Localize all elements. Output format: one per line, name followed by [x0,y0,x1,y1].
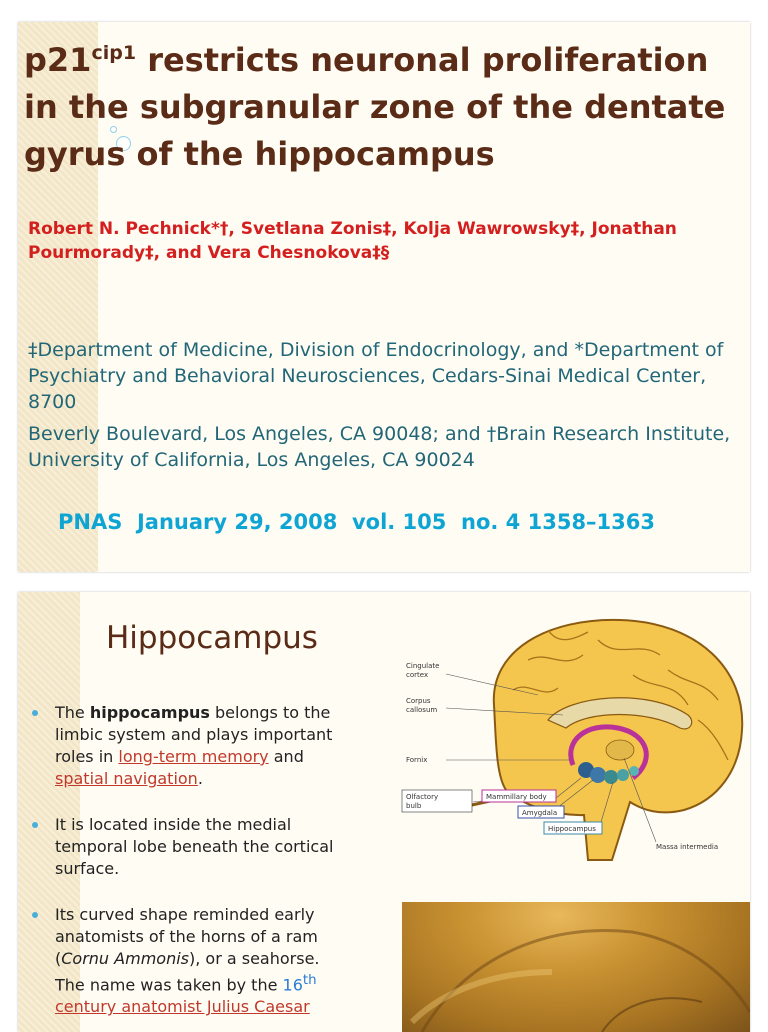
title-slide [18,22,750,572]
label-massa: Massa intermedia [656,843,719,851]
list-item: The hippocampus belongs to the limbic system and plays important roles in long-term memory and spatial navigation. [28,702,348,790]
label-fornix: Fornix [406,756,428,764]
label-cingulate: Cingulate [406,662,440,670]
label-corpus: Corpus [406,697,431,705]
label-mammillary: Mammillary body [486,793,547,801]
list-item: It is located inside the medial temporal lobe beneath the cortical surface. [28,814,348,880]
label-hippocampus: Hippocampus [548,825,596,833]
affiliation-line-1: ‡Department of Medicine, Division of Endocrinology, and *Department of Psychiatry and Behavioral Neurosciences, Cedars-Sinai Medical Center, 8700 [28,339,724,413]
long-term-memory-link[interactable]: long-term memory [118,747,269,766]
julius-caesar-link[interactable]: century anatomist Julius Caesar [55,997,310,1017]
label-corpus-2: callosum [406,706,438,714]
label-cingulate-2: cortex [406,671,429,679]
author-list: Robert N. Pechnick*†, Svetlana Zonis‡, Kolja Wawrowsky‡, Jonathan Pourmorady‡, and Vera Chesnokova‡§ [28,219,677,263]
brain-diagram [398,610,750,880]
label-olfactory-2: bulb [406,802,422,810]
journal-citation: PNAS January 29, 2008 vol. 105 no. 4 1358–1363 [58,510,656,534]
paper-title: $p21^{cip1}$ restricts neuronal proliferation in the subgranular zone of the dentate gyrus of the hippocampus [24,41,726,173]
label-amygdala: Amygdala [522,809,558,817]
photo-texture [402,902,750,1032]
list-item: Its curved shape reminded early anatomists of the horns of a ram (Cornu Ammonis), or a seahorse. The name was taken by the 16th century anatomist Julius Caesar [28,904,348,1018]
spatial-navigation-link[interactable]: spatial navigation [55,769,198,788]
affiliation-line-2: Beverly Boulevard, Los Angeles, CA 90048; and †Brain Research Institute, University of California, Los Angeles, CA 90024 [28,423,731,471]
label-olfactory: Olfactory [406,793,439,801]
bullet-list [28,702,348,1032]
slide-heading: Hippocampus [106,620,318,656]
hippocampus-slide [18,592,750,1032]
brain-photo [402,902,750,1032]
affiliations [28,337,744,479]
